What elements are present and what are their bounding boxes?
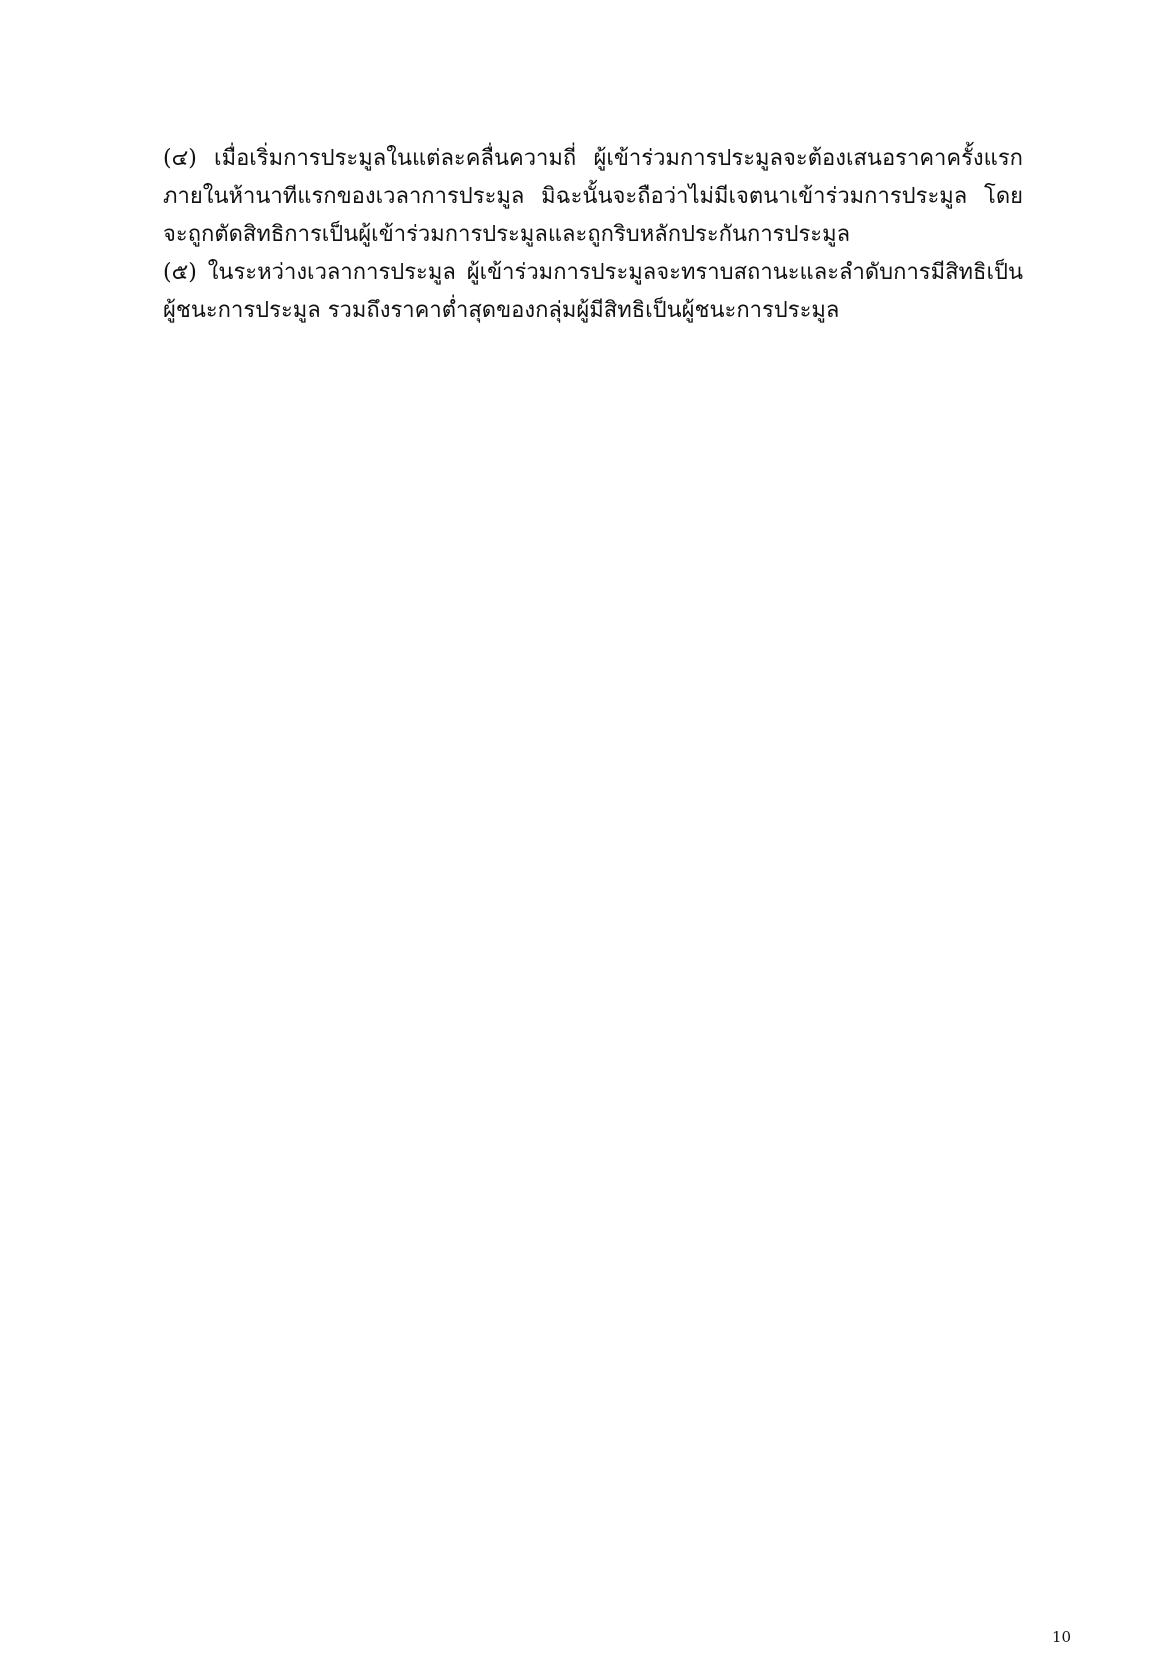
paragraph: (๔) เมื่อเริ่มการประมูลในแต่ละคลื่นความถี่ ผู้เข้าร่วมการประมูลจะต้องเสนอราคาครั้งแรกภายในห้านาทีแรกของเวลาการประมูล มิฉะนั้นจะถือว่าไม่มีเจตนาเข้าร่วมการประมูล โดยจะถูกตัดสิทธิการเป็นผู้เข้าร่วมการประมูลและถูกริบหลักประกันการประมูล — [163, 146, 1023, 247]
paragraph: (๕) ในระหว่างเวลาการประมูล ผู้เข้าร่วมการประมูลจะทราบสถานะและลำดับการมีสิทธิเป็นผู้ชนะการประมูล รวมถึงราคาต่ำสุดของกลุ่มผู้มีสิทธิเป็นผู้ชนะการประมูล — [163, 260, 1023, 323]
page-number: 10 — [1052, 1628, 1072, 1646]
document-body — [163, 140, 1023, 330]
